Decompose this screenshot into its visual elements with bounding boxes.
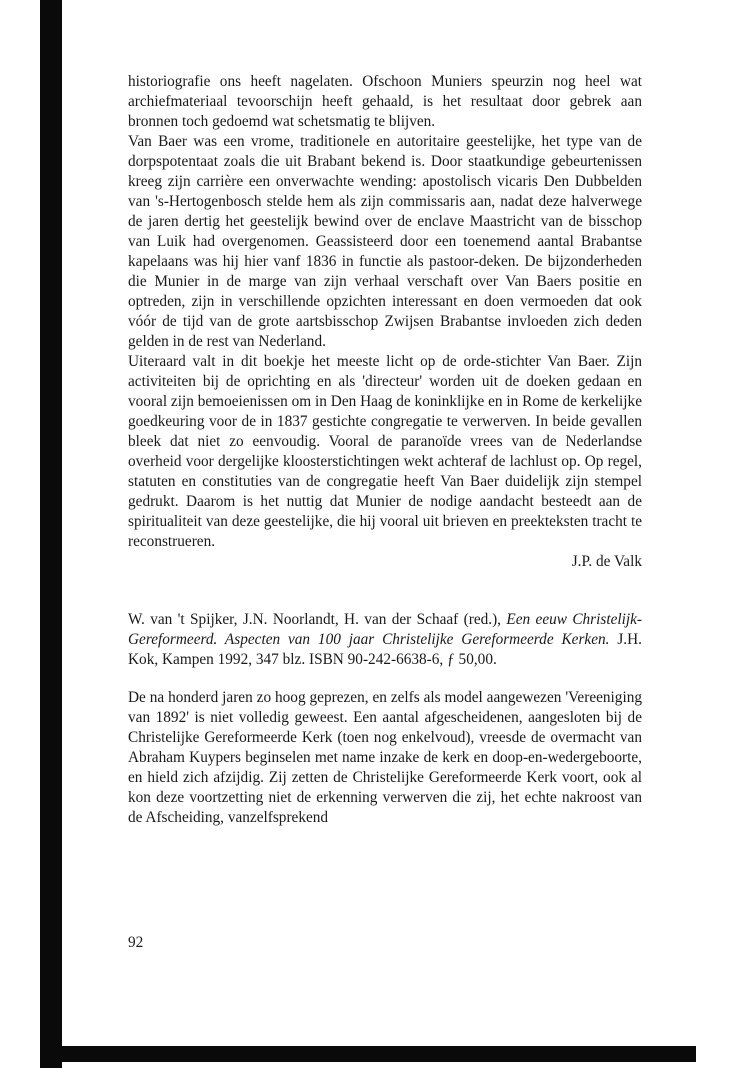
review1-signature: J.P. de Valk (571, 553, 642, 570)
review2-citation (128, 610, 642, 670)
review2-paragraph-1: De na honderd jaren zo hoog geprezen, en zelfs als model aangewezen 'Vereeniging van 1892' is niet volledig geweest. Een aantal afgescheidenen, aangesloten bij de Christelijke Gereformeerde Kerk (toen nog enkelvoud), vreesde de overmacht van Abraham Kuypers beginselen met name inzake de kerk en doop-en-wedergeboorte, en hield zich afzijdig. Zij zetten de Christelijke Gereformeerde Kerk voort, ook al kon deze voortzetting niet de erkenning verwerven die zij, het echte nakroost van de Afscheiding, vanzelfsprekend (128, 689, 642, 826)
scan-border-bottom (40, 1046, 696, 1062)
review1-paragraph-2: Van Baer was een vrome, traditionele en autoritaire geestelijke, het type van de dorpspotentaat zoals die uit Brabant bekend is. Door staatkundige gebeurtenissen kreeg zijn carrière een onverwachte wending: apostolisch vicaris Den Dubbelden van 's-Hertogenbosch stelde hem als zijn commissaris aan, nadat deze halverwege de jaren dertig het geestelijk bewind over de enclave Maastricht van de bisschop van Luik had overgenomen. Geassisteerd door een toenemend aantal Brabantse kapelaans was hij hier vanf 1836 in functie als pastoor-deken. De bijzonderheden die Munier in de marge van zijn verhaal verschaft over Van Baers positie en optreden, zijn in verschillende opzichten interessant en doen vermoeden dat ook vóór de tijd van de grote aartsbisschop Zwijsen Brabantse invloeden zich deden gelden in de rest van Nederland. (128, 133, 642, 350)
citation-title: Een eeuw Christelijk-Gereformeerd. Aspecten van 100 jaar Christelijke Gereformeerde Kerken. (128, 611, 643, 648)
scan-border-left (40, 0, 62, 1068)
review1-paragraph-1: historiografie ons heeft nagelaten. Ofschoon Muniers speurzin nog heel wat archiefmateriaal tevoorschijn heeft gehaald, is het resultaat door gebrek aan bronnen toch gedoemd wat schetsmatig te blijven. (128, 73, 642, 130)
citation-authors: W. van 't Spijker, J.N. Noorlandt, H. van der Schaaf (red.), (128, 611, 507, 628)
page-number: 92 (128, 934, 144, 951)
citation-publisher: J.H. Kok, Kampen 1992, 347 blz. ISBN 90-242-6638-6, ƒ 50,00. (128, 631, 642, 668)
review1-paragraph-3: Uiteraard valt in dit boekje het meeste licht op de orde-stichter Van Baer. Zijn activiteiten bij de oprichting en als 'directeur' worden uit de doeken gedaan en vooral zijn bemoeienissen om in Den Haag de koninklijke en in Rome de kerkelijke goedkeuring voor de in 1837 gestichte congregatie te verwerven. In beide gevallen bleek dat niet zo eenvoudig. Vooral de paranoïde vrees van de Nederlandse overheid voor dergelijke kloosterstichtingen wekt achteraf de lachlust op. Op regel, statuten en constituties van de congregatie heeft Van Baer duidelijk zijn stempel gedrukt. Daarom is het nuttig dat Munier de nodige aandacht besteedt aan de spiritualiteit van deze geestelijke, die hij vooral uit brieven en preekteksten tracht te reconstrueren. (128, 353, 642, 550)
page-content (128, 72, 642, 828)
